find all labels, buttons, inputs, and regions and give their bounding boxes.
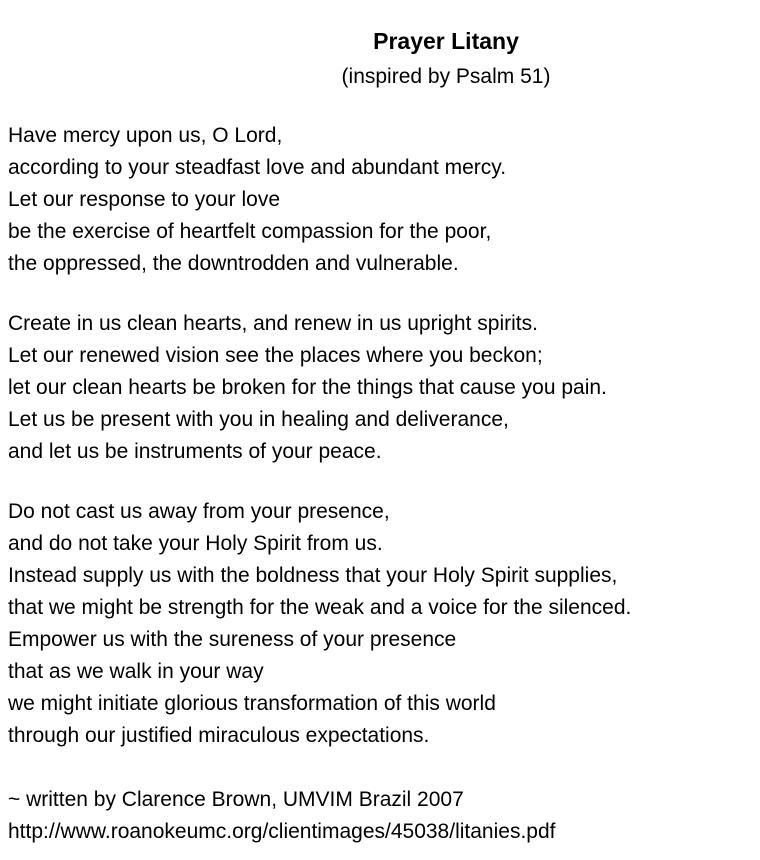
stanza-line: let our clean hearts be broken for the things that cause you pain. bbox=[8, 376, 607, 399]
stanza-line: that as we walk in your way bbox=[8, 660, 264, 683]
stanza-line: and let us be instruments of your peace. bbox=[8, 440, 382, 463]
document-subtitle: (inspired by Psalm 51) bbox=[341, 65, 551, 88]
stanza-line: Do not cast us away from your presence, bbox=[8, 500, 390, 523]
stanza-1 bbox=[8, 120, 506, 280]
source-url-text: http://www.roanokeumc.org/clientimages/45038/litanies.pdf bbox=[8, 820, 556, 843]
stanza-3 bbox=[8, 496, 631, 752]
document-title: Prayer Litany bbox=[373, 28, 519, 54]
attribution-text: ~ written by Clarence Brown, UMVIM Brazil 2007 bbox=[8, 788, 464, 811]
stanza-line: according to your steadfast love and abundant mercy. bbox=[8, 156, 507, 179]
stanza-line: be the exercise of heartfelt compassion for the poor, bbox=[8, 220, 492, 243]
stanza-line: Instead supply us with the boldness that your Holy Spirit supplies, bbox=[8, 564, 618, 587]
stanza-line: we might initiate glorious transformation of this world bbox=[8, 692, 496, 715]
stanza-line: Let our response to your love bbox=[8, 188, 280, 211]
stanza-line: Empower us with the sureness of your presence bbox=[8, 628, 457, 651]
stanza-line: Have mercy upon us, O Lord, bbox=[8, 124, 283, 147]
stanza-2 bbox=[8, 308, 607, 468]
stanza-line: Let us be present with you in healing and deliverance, bbox=[8, 408, 509, 431]
stanza-line: and do not take your Holy Spirit from us. bbox=[8, 532, 383, 555]
stanza-line: through our justified miraculous expectations. bbox=[8, 724, 430, 747]
document-footer bbox=[8, 784, 555, 848]
stanza-line: Create in us clean hearts, and renew in us upright spirits. bbox=[8, 312, 538, 335]
stanza-line: that we might be strength for the weak and a voice for the silenced. bbox=[8, 596, 632, 619]
stanza-line: Let our renewed vision see the places where you beckon; bbox=[8, 344, 543, 367]
stanza-line: the oppressed, the downtrodden and vulnerable. bbox=[8, 252, 459, 275]
